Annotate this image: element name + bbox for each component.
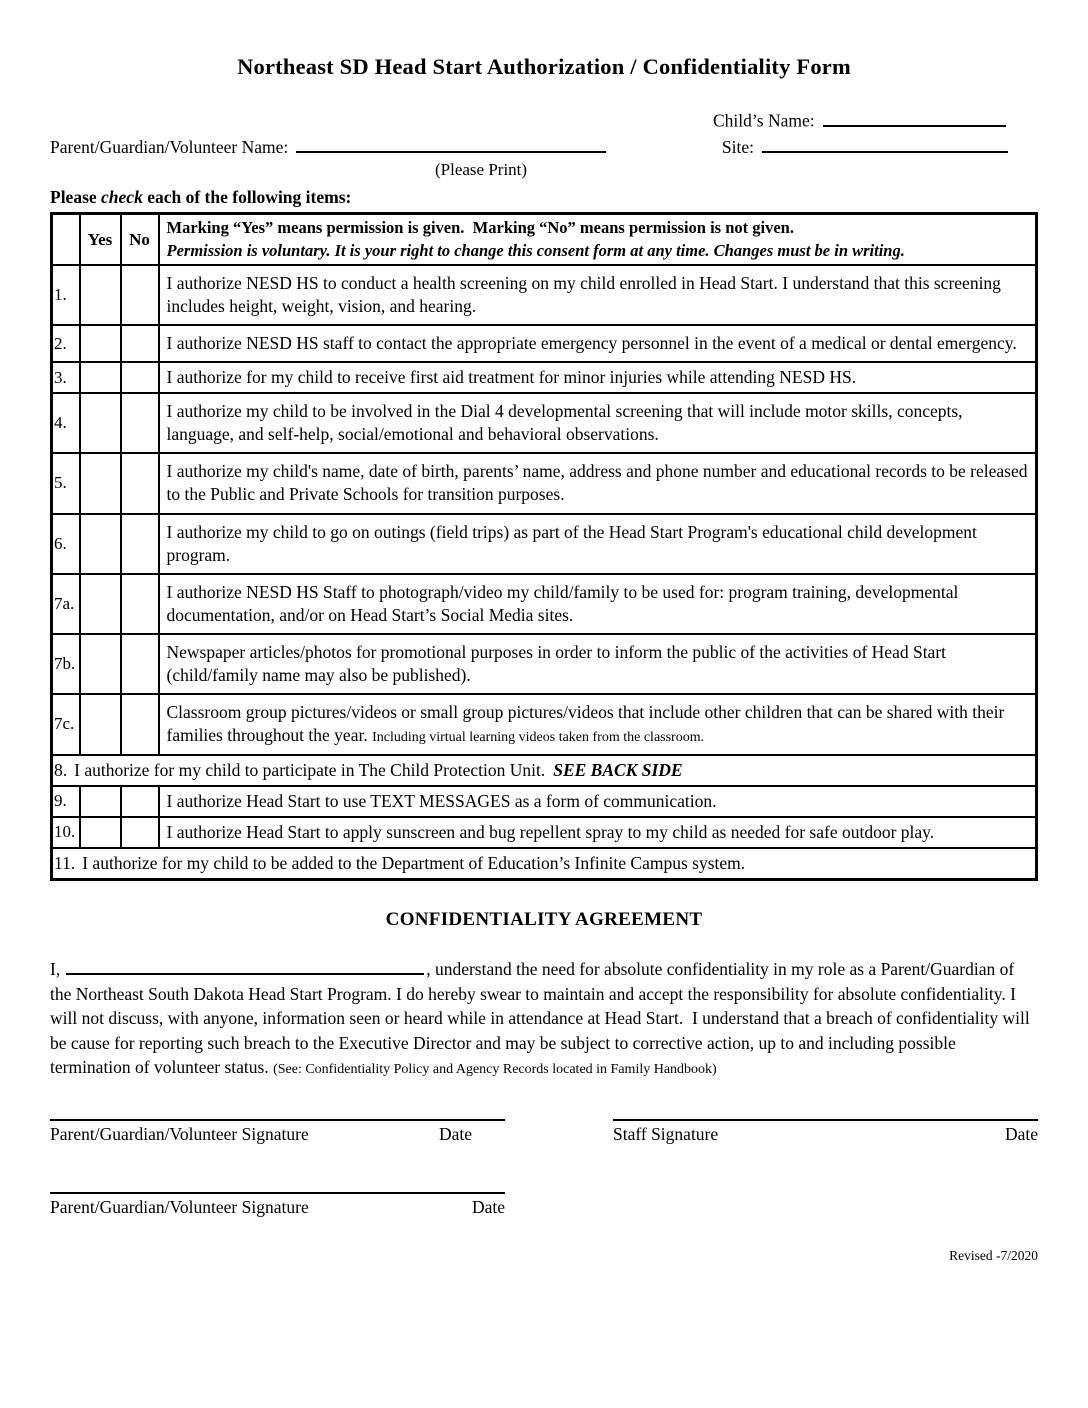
row-number: 10. [52, 817, 80, 848]
marking-explanation-line1: Marking “Yes” means permission is given. Marking “No” means permission is not given. [166, 218, 794, 238]
row-3-yes-checkbox[interactable] [80, 362, 121, 393]
row-number: 4. [52, 393, 80, 453]
staff-signature-block [613, 1119, 1038, 1145]
table-header-row [52, 214, 1037, 265]
childs-name-blank[interactable] [823, 110, 1006, 127]
row-2-no-checkbox[interactable] [121, 325, 159, 362]
agreement-body: , understand the need for absolute confidentiality in my role as a Parent/Guardian of the Northeast South Dakota Head Start Program. I do hereby swear to maintain and accept the responsibility for absolute confidentiality. I will not discuss, with anyone, information seen or heard while in attendance at Head Start. I understand that a breach of confidentiality will be cause for reporting such breach to the Executive Director and may be subject to corrective action, up to and including possible termination of volunteer status. [50, 959, 1030, 1078]
row-7b-no-checkbox[interactable] [121, 634, 159, 694]
row-10-yes-checkbox[interactable] [80, 817, 121, 848]
consent-text [52, 755, 1037, 786]
site-blank[interactable] [762, 137, 1008, 154]
volunteer-name-blank[interactable] [66, 958, 424, 975]
childs-name-label: Child’s Name: [713, 110, 815, 131]
consent-text: I authorize for my child to receive first aid treatment for minor injuries while attending NESD HS. [159, 362, 1037, 393]
consent-text: I authorize NESD HS Staff to photograph/video my child/family to be used for: program training, developmental documentation, and/or on Head Start’s Social Media sites. [159, 574, 1037, 634]
row-6-yes-checkbox[interactable] [80, 514, 121, 574]
row-4-no-checkbox[interactable] [121, 393, 159, 453]
confidentiality-heading: CONFIDENTIALITY AGREEMENT [385, 909, 703, 931]
consent-text: I authorize Head Start to apply sunscreen and bug repellent spray to my child as needed for safe outdoor play. [159, 817, 1037, 848]
no-column-header: No [121, 214, 159, 265]
row-9-yes-checkbox[interactable] [80, 786, 121, 817]
row-number: 5. [52, 453, 80, 513]
row-number: 7b. [52, 634, 80, 694]
row-9-no-checkbox[interactable] [121, 786, 159, 817]
row-7c-no-checkbox[interactable] [121, 694, 159, 755]
parent-signature-label: Parent/Guardian/Volunteer Signature [50, 1123, 309, 1144]
row-1-yes-checkbox[interactable] [80, 265, 121, 325]
date-label: Date [471, 1196, 505, 1217]
number-column-header [52, 214, 80, 265]
row-7c-yes-checkbox[interactable] [80, 694, 121, 755]
row-2-yes-checkbox[interactable] [80, 325, 121, 362]
page-title: Northeast SD Head Start Authorization / Confidentiality Form [237, 54, 851, 79]
marking-explanation-line2: Permission is voluntary. It is your right to change this consent form at any time. Changes must be in writing. [166, 240, 905, 260]
row-number: 1. [52, 265, 80, 325]
please-print-note: (Please Print) [435, 160, 528, 180]
consent-row-7b [52, 634, 1037, 694]
row-number: 7c. [52, 694, 80, 755]
row-5-yes-checkbox[interactable] [80, 453, 121, 513]
consent-row-1 [52, 265, 1037, 325]
date-label: Date [438, 1123, 472, 1144]
instruction-check-word: check [101, 187, 143, 208]
site-label: Site: [721, 137, 754, 158]
consent-text-main: Classroom group pictures/videos or small group pictures/videos that include other children that can be shared with their families throughout the year. [166, 702, 1005, 746]
check-instruction [50, 187, 1038, 208]
consent-row-3 [52, 362, 1037, 393]
revised-note: Revised -7/2020 [949, 1247, 1038, 1263]
agreement-intro: I, [50, 959, 61, 980]
parent-signature-labels-1 [50, 1121, 505, 1145]
consent-row-11 [52, 848, 1037, 880]
consent-text-main: I authorize for my child to participate in The Child Protection Unit. [74, 759, 546, 780]
staff-signature-label: Staff Signature [613, 1123, 719, 1144]
staff-signature-labels [613, 1121, 1038, 1145]
row-6-no-checkbox[interactable] [121, 514, 159, 574]
marking-explanation-cell [159, 214, 1037, 265]
consent-text [52, 848, 1037, 880]
consent-row-7a [52, 574, 1037, 634]
consent-text: I authorize my child to go on outings (field trips) as part of the Head Start Program's educational child development program. [159, 514, 1037, 574]
consent-row-9 [52, 786, 1037, 817]
row-number: 3. [52, 362, 80, 393]
parent-signature-block-2 [50, 1192, 505, 1218]
row-7a-no-checkbox[interactable] [121, 574, 159, 634]
childs-name-row [50, 110, 1038, 132]
row-7b-yes-checkbox[interactable] [80, 634, 121, 694]
agreement-paragraph [50, 957, 1038, 1083]
parent-signature-label: Parent/Guardian/Volunteer Signature [50, 1196, 309, 1217]
consent-row-5 [52, 453, 1037, 513]
consent-text: I authorize my child's name, date of birth, parents’ name, address and phone number and educational records to be released to the Public and Private Schools for transition purposes. [159, 453, 1037, 513]
consent-row-6 [52, 514, 1037, 574]
instruction-prefix: Please [50, 187, 102, 208]
parent-name-blank[interactable] [296, 137, 606, 154]
row-number: 7a. [52, 574, 80, 634]
consent-row-2 [52, 325, 1037, 362]
parent-name-label: Parent/Guardian/Volunteer Name: [50, 137, 289, 158]
row-1-no-checkbox[interactable] [121, 265, 159, 325]
consent-text: I authorize NESD HS staff to contact the appropriate emergency personnel in the event of a medical or dental emergency. [159, 325, 1037, 362]
row-7a-yes-checkbox[interactable] [80, 574, 121, 634]
see-back-side-note: SEE BACK SIDE [553, 759, 683, 780]
consent-text: I authorize my child to be involved in the Dial 4 developmental screening that will include motor skills, concepts, language, and self-help, social/emotional and behavioral observations. [159, 393, 1037, 453]
row-5-no-checkbox[interactable] [121, 453, 159, 513]
header-fields [50, 110, 1038, 180]
row-number: 9. [52, 786, 80, 817]
consent-text: I authorize Head Start to use TEXT MESSAGES as a form of communication. [159, 786, 1037, 817]
agreement-handbook-note: (See: Confidentiality Policy and Agency Records located in Family Handbook) [273, 1062, 717, 1078]
row-number: 8. [54, 759, 68, 780]
row-number: 6. [52, 514, 80, 574]
consent-text: I authorize NESD HS to conduct a health screening on my child enrolled in Head Start. I understand that this screening includes height, weight, vision, and hearing. [159, 265, 1037, 325]
row-4-yes-checkbox[interactable] [80, 393, 121, 453]
row-number: 11. [54, 852, 76, 873]
consent-row-8 [52, 755, 1037, 786]
row-number: 2. [52, 325, 80, 362]
consent-table [50, 212, 1038, 881]
consent-text-small: Including virtual learning videos taken from the classroom. [372, 730, 705, 746]
parent-name-row [50, 137, 1038, 159]
consent-row-4 [52, 393, 1037, 453]
yes-column-header: Yes [80, 214, 121, 265]
date-label: Date [1004, 1123, 1038, 1144]
row-10-no-checkbox[interactable] [121, 817, 159, 848]
row-3-no-checkbox[interactable] [121, 362, 159, 393]
consent-text: Newspaper articles/photos for promotional purposes in order to inform the public of the activities of Head Start (child/family name may also be published). [159, 634, 1037, 694]
consent-row-7c [52, 694, 1037, 755]
parent-signature-labels-2 [50, 1194, 505, 1218]
consent-text-main: I authorize for my child to be added to the Department of Education’s Infinite Campus system. [82, 852, 746, 873]
instruction-suffix: each of the following items: [142, 187, 352, 208]
signature-area [50, 1119, 1038, 1145]
consent-text [159, 694, 1037, 755]
consent-row-10 [52, 817, 1037, 848]
parent-signature-block-1 [50, 1119, 505, 1145]
